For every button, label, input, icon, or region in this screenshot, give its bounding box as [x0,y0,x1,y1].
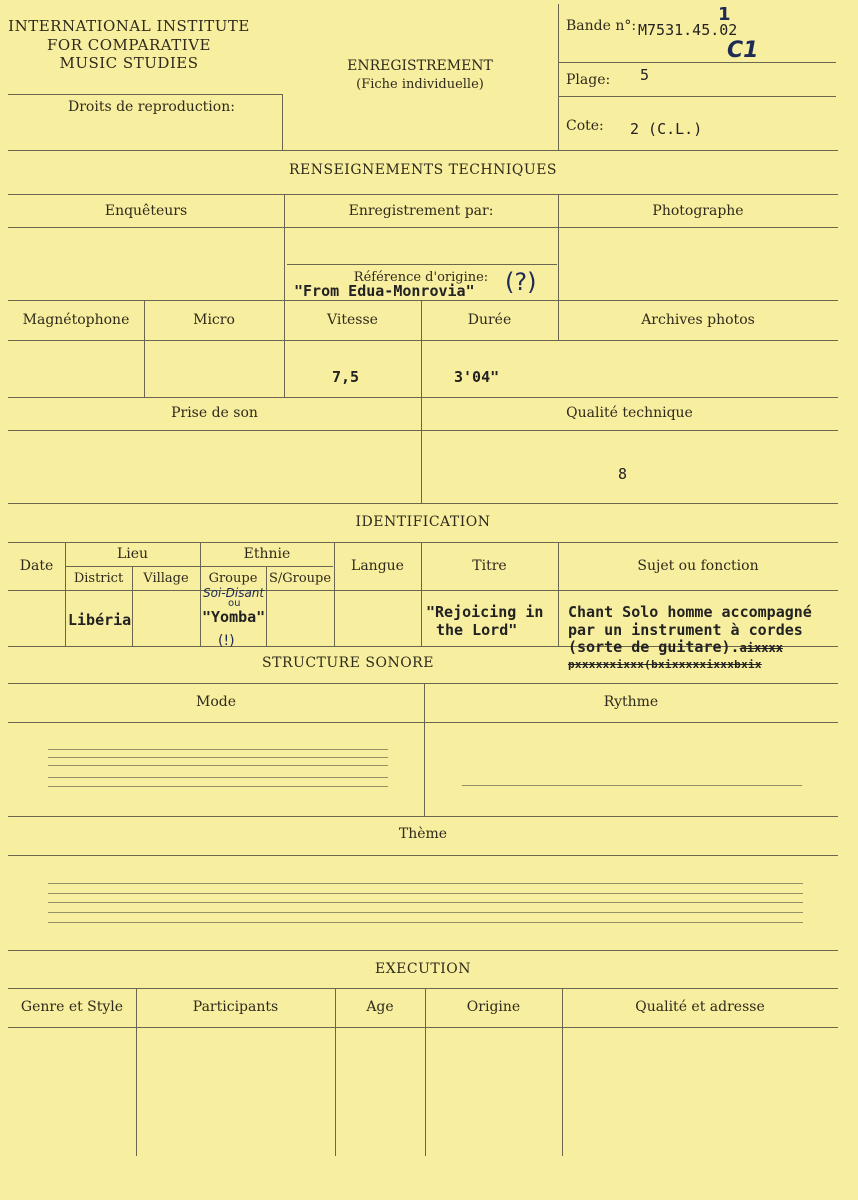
vitesse-value: 7,5 [332,368,360,386]
ethnie-header: Ethnie [243,546,291,562]
groupe-value: "Yomba" [202,608,266,626]
doc-title: ENREGISTREMENT [347,58,493,74]
institute-line-3: MUSIC STUDIES [59,54,199,72]
district-header: District [73,571,124,586]
rule [8,300,838,301]
enqueteurs-label: Enquêteurs [104,203,188,219]
groupe-note: Soi-Disant [203,586,265,600]
age-label: Age [366,999,394,1015]
qualite-adresse-label: Qualité et adresse [635,999,765,1015]
date-header: Date [19,558,54,574]
sujet-line-3-struck: aixxxx [739,641,783,655]
reference-value: "From Edua-Monrovia" [294,282,475,300]
rule [8,950,838,951]
doc-subtitle: (Fiche individuelle) [356,77,484,92]
qualite-technique-value: 8 [618,465,628,483]
origine-label: Origine [466,999,521,1015]
section-execution: EXECUTION [374,961,471,977]
participants-label: Participants [192,999,279,1015]
writing-line [48,765,388,766]
writing-line [48,749,388,750]
rule [559,96,836,97]
rule [65,566,333,567]
rule [421,300,422,503]
institute-line-2: FOR COMPARATIVE [47,36,211,54]
plage-label: Plage: [566,72,611,88]
rule [8,722,838,723]
rule [8,816,838,817]
qualite-technique-label: Qualité technique [566,405,693,421]
rule [8,430,838,431]
section-technique: RENSEIGNEMENTS TECHNIQUES [288,162,558,178]
writing-line [48,883,803,884]
cote-value: 2 (C.L.) [630,120,703,138]
institute-line-1: INTERNATIONAL INSTITUTE [8,17,250,35]
section-structure-label: STRUCTURE SONORE [254,655,442,671]
genre-style-label: Genre et Style [20,999,124,1015]
sujet-value-line-4-struck: pxxxxxxixxx(bxixxxxxixxxbxix [568,658,762,671]
rule [8,194,838,195]
sujet-line-3-text: (sorte de guitare). [568,638,740,656]
plage-value: 5 [640,66,650,84]
micro-label: Micro [193,312,235,328]
enregistrement-par-label: Enregistrement par: [348,203,494,219]
sujet-value-line-2: par un instrument à cordes [568,621,803,639]
titre-value-line-1: "Rejoicing in [426,603,544,621]
bande-hand-code: C1 [727,38,759,63]
reference-label: Référence d'origine: [353,270,489,285]
reference-note: (?) [505,268,537,296]
magnetophone-label: Magnétophone [22,312,130,328]
rule [8,855,838,856]
rule [8,227,838,228]
rule [8,397,838,398]
section-identification: IDENTIFICATION [355,514,491,530]
mode-label: Mode [195,694,236,710]
village-header: Village [143,571,189,586]
sgroupe-header: S/Groupe [268,571,332,586]
rule [284,194,285,397]
groupe-insert: ou [228,598,241,609]
rule [559,62,836,63]
droits-label: Droits de reproduction: [68,99,235,115]
bande-label: Bande n°: [566,18,637,34]
duree-label: Durée [467,312,512,328]
rule [8,94,282,95]
archives-photos-label: Archives photos [641,312,755,328]
bande-value: M7531.45.02 [638,21,738,39]
titre-header: Titre [472,558,507,574]
rule [8,150,838,151]
groupe-mark: (!) [218,633,235,649]
lieu-header: Lieu [116,546,149,562]
langue-header: Langue [351,558,404,574]
rule [8,542,838,543]
rule [8,683,838,684]
rule [8,988,838,989]
sujet-header: Sujet ou fonction [637,558,759,574]
writing-line [48,902,803,903]
titre-value-line-2: the Lord" [436,621,518,639]
bande-overwrite: 1 [718,4,731,25]
rule [8,1027,838,1028]
rule [287,264,557,265]
writing-line [48,786,388,787]
photographe-label: Photographe [652,203,744,219]
rule [8,503,838,504]
writing-line [48,757,388,758]
rule [558,4,559,150]
writing-line [48,912,803,913]
rythme-label: Rythme [603,694,659,710]
theme-label: Thème [398,826,448,842]
rule [8,340,838,341]
prise-de-son-label: Prise de son [171,405,258,421]
cote-label: Cote: [566,118,604,134]
writing-line [48,777,388,778]
duree-value: 3'04" [454,368,500,386]
rule [282,94,283,150]
writing-line [462,785,802,786]
section-structure [0,655,846,671]
sujet-value-line-1: Chant Solo homme accompagné [568,603,812,621]
writing-line [48,893,803,894]
groupe-header: Groupe [208,571,258,586]
district-value: Libéria [68,611,132,629]
writing-line [48,922,803,923]
vitesse-label: Vitesse [327,312,378,328]
